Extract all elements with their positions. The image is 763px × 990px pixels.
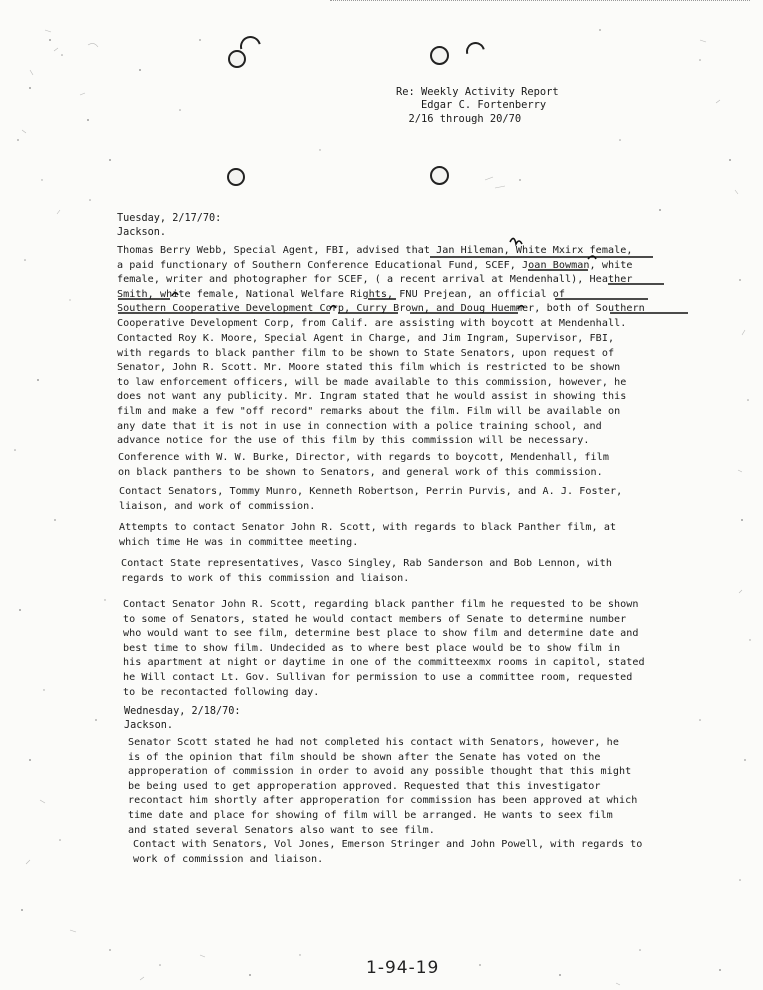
text-line: Senator Scott stated he had not completed his contact with Senators, however, he — [128, 737, 619, 748]
text-line: approperation of commission in order to avoid any possible thought that this might — [128, 766, 632, 778]
text-line: Conference with W. W. Burke, Director, with regards to boycott, Mendenhall, film — [118, 452, 609, 463]
paragraph — [133, 838, 681, 867]
text-line: Senator, John R. Scott. Mr. Moore stated this film which is restricted to be shown — [117, 362, 621, 374]
report-header — [396, 86, 559, 126]
text-line: regards to work of this commission and liaison. — [121, 572, 410, 584]
paragraph — [118, 451, 666, 480]
text-line: Contact with Senators, Vol Jones, Emerson Stringer and John Powell, with regards to — [133, 839, 643, 850]
text-line: Attempts to contact Senator John R. Scott, with regards to black Panther film, at — [119, 522, 617, 533]
text-line: any date that it is not in use in connection with a police training school, and — [117, 420, 602, 432]
punch-hole-mark — [430, 166, 449, 185]
entry-place: Jackson. — [117, 227, 167, 238]
text-line: Southern Cooperative Development Corp, Curry Brown, and Doug Huemmer, both of Southern — [117, 303, 645, 315]
punch-hole-mark — [430, 46, 449, 65]
text-line: and stated several Senators also want to see film. — [128, 824, 435, 836]
text-line: Contact State representatives, Vasco Singley, Rab Sanderson and Bob Lennon, with — [121, 558, 612, 569]
text-line: to law enforcement officers, will be made available to this commission, however, he — [117, 376, 627, 388]
paragraph — [117, 244, 665, 332]
text-line: be being used to get approperation approved. Requested that this investigator — [128, 780, 601, 792]
entry-place: Jackson. — [124, 720, 174, 731]
text-line: to some of Senators, stated he would contact members of Senate to determine number — [123, 613, 627, 625]
paragraph — [119, 521, 667, 550]
report-title: Re: Weekly Activity Report — [396, 86, 559, 98]
paragraph — [123, 598, 671, 700]
text-line: his apartment at night or daytime in one of the committeexmx rooms in capitol, stated — [123, 657, 645, 669]
text-line: is of the opinion that film should be shown after the Senate has voted on the — [128, 751, 601, 763]
text-line: does not want any publicity. Mr. Ingram stated that he would assist in showing this — [117, 391, 627, 403]
text-line: who would want to see film, determine best place to show film and determine date and — [123, 628, 639, 640]
text-line: to be recontacted following day. — [123, 686, 320, 698]
text-line: female, writer and photographer for SCEF, ( a recent arrival at Mendenhall), Heather — [117, 274, 633, 286]
text-line: recontact him shortly after approperation for commission has been approved at which — [128, 795, 638, 807]
paragraph — [121, 557, 669, 586]
text-line: film and make a few "off record" remarks about the film. Film will be available on — [117, 405, 621, 417]
text-line: which time He was in committee meeting. — [119, 536, 359, 548]
text-line: Thomas Berry Webb, Special Agent, FBI, advised that Jan Hileman, White Mxirx female, — [117, 245, 633, 256]
text-line: Contact Senator John R. Scott, regarding black panther film he requested to be shown — [123, 599, 639, 610]
text-line: with regards to black panther film to be shown to State Senators, upon request of — [117, 347, 615, 359]
paragraph — [119, 485, 667, 514]
report-author: Edgar C. Fortenberry — [421, 99, 547, 112]
text-line: he Will contact Lt. Gov. Sullivan for permission to use a committee room, requested — [123, 671, 633, 683]
paragraph — [128, 736, 676, 838]
text-line: Cooperative Development Corp, from Calif. are assisting with boycott at Mendenhall. — [117, 317, 627, 329]
punch-hole-mark — [463, 39, 489, 65]
text-line: time date and place for showing of film will be arranged. He wants to seex film — [128, 809, 613, 821]
text-line: Contacted Roy K. Moore, Special Agent in Charge, and Jim Ingram, Supervisor, FBI, — [117, 333, 615, 344]
entry-date: Wednesday, 2/18/70: — [124, 706, 241, 717]
top-edge-dots — [330, 0, 750, 5]
text-line: a paid functionary of Southern Conference Educational Fund, SCEF, Joan Bowman, white — [117, 259, 633, 271]
paragraph — [117, 332, 665, 449]
punch-hole-mark — [227, 168, 245, 186]
report-period: 2/16 through 20/70 — [408, 112, 522, 125]
text-line: liaison, and work of commission. — [119, 500, 316, 512]
text-line: work of commission and liaison. — [133, 853, 324, 865]
text-line: advance notice for the use of this film by this commission will be necessary. — [117, 435, 590, 447]
text-line: Contact Senators, Tommy Munro, Kenneth Robertson, Perrin Purvis, and A. J. Foster, — [119, 486, 623, 497]
text-line: Smith, white female, National Welfare Rights, FNU Prejean, an official of — [117, 288, 565, 300]
text-line: on black panthers to be shown to Senators, and general work of this commission. — [118, 466, 603, 478]
text-line: best time to show film. Undecided as to where best place would be to show film in — [123, 642, 621, 654]
page-number-handwritten: 1-94-19 — [366, 958, 440, 978]
punch-hole-mark — [228, 50, 246, 68]
entry-date: Tuesday, 2/17/70: — [117, 213, 222, 224]
